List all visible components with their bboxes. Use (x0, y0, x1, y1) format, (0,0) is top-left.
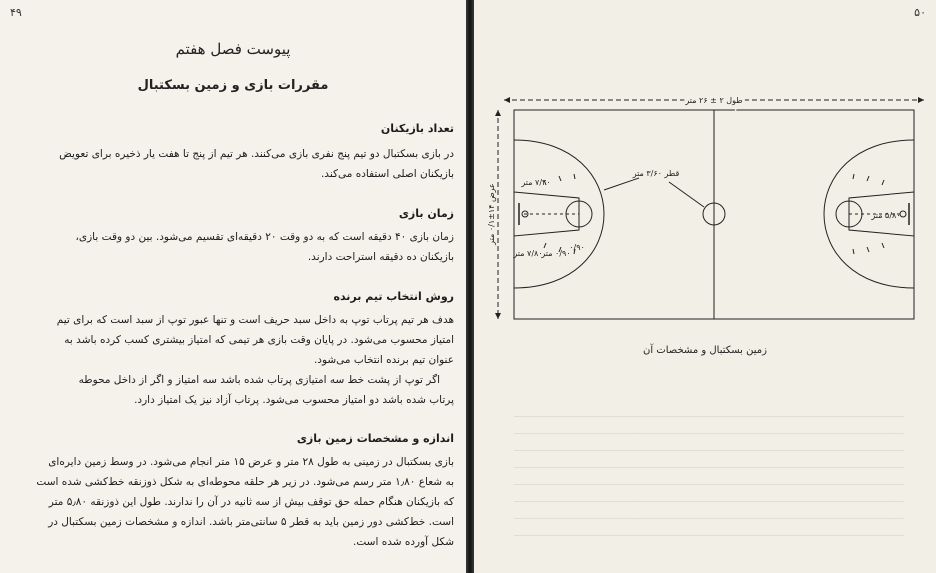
text-line: اگر توپ از پشت خط سه امتیازی پرتاب شده باشد سه امتیاز و اگر از داخل محوطه (78, 374, 440, 386)
left-dimension-label: ۰/۹۰ (569, 243, 585, 252)
left-dimension-label: ۰/۹۰ متر (541, 249, 571, 258)
chapter-title: پیوست فصل هفتم (175, 40, 291, 58)
center-diameter-label: قطر ۳/۶۰ متر (632, 169, 680, 178)
text-line: پرتاب شده باشد دو امتیاز محسوب می‌شود. پرتاب آزاد نیز یک امتیاز دارد. (134, 394, 454, 406)
figure-caption: زمین بسکتبال و مشخصات آن (643, 345, 767, 356)
section-heading-players: تعداد بازیکنان (380, 122, 454, 135)
section-body-players (6, 144, 454, 184)
bleed-through-text (514, 400, 904, 550)
left-page (0, 0, 466, 573)
section-heading-court: اندازه و مشخصات زمین بازی (296, 432, 454, 445)
right-page (474, 0, 936, 573)
text-line: به شعاع ۱٫۸۰ متر رسم می‌شود. در زیر هر حلقه محوطه‌ای به شکل ذوزنقه خط‌کشی شده است (36, 476, 454, 488)
section-body-court (6, 452, 454, 552)
basket-right (900, 211, 906, 217)
text-line: بازی بسکتبال در زمینی به طول ۲۸ متر و عرض ۱۵ متر انجام می‌شود. در وسط زمین دایره‌ای (48, 456, 454, 468)
text-line: امتیاز محسوب می‌شود. در پایان وقت بازی هر تیمی که امتیاز بیشتری کسب کرده باشد به (64, 334, 454, 346)
text-line: زمان بازی ۴۰ دقیقه است که به دو وقت ۲۰ دقیقه‌ای تقسیم می‌شود. بین دو وقت بازی، (75, 231, 454, 243)
page-number: ۵۰ (914, 6, 926, 19)
text-line: بازیکنان ده دقیقه استراحت دارند. (307, 251, 454, 263)
text-line: عنوان تیم برنده انتخاب می‌شود. (313, 354, 454, 366)
page-number: ۴۹ (10, 6, 22, 19)
length-label: طول ۲ ± ۲۶ متر (685, 96, 743, 105)
left-dimension-label: ۷/۸۰ متر (513, 249, 543, 258)
left-dimension-label: ۷/۲۰ متر (521, 178, 551, 187)
text-line: که بازیکنان هنگام حمله حق توقف بیش از سه ثانیه در آن را ندارند. طول این ذوزنقه ۵٫۸۰ متر (48, 496, 454, 508)
text-line: هدف هر تیم پرتاب توپ به داخل سبد حریف است و تنها عبور توپ از سبد است که برای تیم (56, 314, 454, 326)
width-label: عرض ۱۴±۰/۱ متر (487, 183, 496, 245)
text-line: بازیکنان اصلی استفاده می‌کند. (320, 168, 454, 180)
section-body-winner (6, 310, 454, 410)
court-diagram (484, 90, 924, 335)
section-heading-time: زمان بازی (398, 207, 454, 220)
right-dimension-label: ۵/۸۰ متر (871, 211, 901, 220)
text-line: است. خط‌کشی دور زمین باید به قطر ۵ سانتی‌متر باشد. اندازه و مشخصات زمین بسکتبال در (48, 516, 454, 528)
chapter-subtitle: مقررات بازی و زمین بسکتبال (137, 78, 329, 93)
text-line: در بازی بسکتبال دو تیم پنج نفری بازی می‌کنند. هر تیم از پنج تا هفت یار ذخیره برای تعویض (59, 148, 454, 160)
text-line: شکل آورده شده است. (353, 536, 454, 548)
key-left (514, 192, 579, 236)
book-gutter (466, 0, 474, 573)
section-heading-winner: روش انتخاب تیم برنده (333, 290, 454, 303)
section-body-time (6, 227, 454, 267)
